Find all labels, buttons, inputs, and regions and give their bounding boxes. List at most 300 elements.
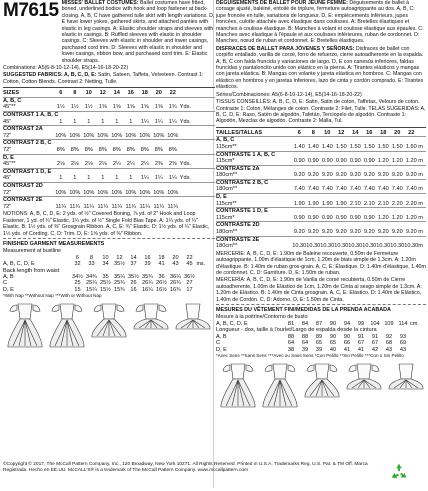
yardage-value: 2¼ (140, 161, 149, 168)
description-text: Ballet costumes have fitted, boned, underlined bodice with hook and loop fastener at back-closing. A, B, C have gathered tulle skirt with length variations. D, E have lower yokes, gathered skirts, and attached panties with elastic in leg casings. A: Elastic shoulder straps and sleeves with elastic in casings. B: Ruffled sleeves with elastic in shoulder casings. C: Sleeves with elastic in shoulder and lower casings, purchased cord trim. D: Sleeves with elastic in shoulder and lower casings, ribbon bow, and purchased cord trim. E: Elastic shoulder straps. (61, 0, 215, 64)
measurements-title-fr: MESURES DU VÊTEMENT FINI/MEDIDAS DE LA PRENDA ACABADA (216, 307, 391, 314)
yardage-value: 11¼ (69, 203, 81, 210)
yardage-value: 10.30 (376, 243, 391, 250)
yardage-unit: m (418, 143, 423, 150)
description-es-title: DISFRACES DE BALLET PARA JÓVENES Y SEÑORAS: (216, 45, 355, 52)
yardage-value: 10.30 (292, 243, 307, 250)
yardage-value: 10% (97, 189, 109, 196)
combinations: Combinations: A5(6-8-10-12-14), E5(14-16-18-20-22) (3, 65, 129, 72)
yardage-value: 11¼ (97, 203, 109, 210)
unit-cell (418, 130, 426, 137)
yardage-value: 9.20 (391, 172, 403, 179)
measure-value: 16½ (156, 286, 167, 293)
measure-value: 33 (88, 261, 95, 268)
yardage-value: 1⅝ (140, 104, 149, 111)
yardage-value: 1 (129, 175, 133, 182)
yardage-value: 7.40 (349, 186, 361, 193)
fabric-width: 45"** (3, 161, 16, 168)
fabric-width: 115cm** (216, 143, 237, 150)
size-20: 20 (155, 90, 162, 97)
size-8: 8 (311, 129, 315, 136)
fabric-label: CONTRAST 1 A, B, C (3, 112, 215, 119)
fabrics-fr: TISSUS CONSEILLÉS: A, B, C, D, E: Satin, Satin de coton, Taffetas, Velours de coton. Contraste 1: Coton, Mélanges de coton. Contraste 2: Filet, Tulle. TELAS SUGERIDAS: A, B, C, D, E: Raso, Satén de algodón, Tafetán, Terciopelo de algodón. Contraste 1: Algodón, Mezclas de algodón. Contraste 2: Malla, Tul. (216, 99, 426, 125)
yardage-value: 2⅛ (70, 161, 79, 168)
fabric-label: A, B, C (3, 97, 215, 104)
measure-value: 43 (399, 346, 407, 353)
yardage-value: 8% (56, 147, 65, 154)
measure-value: 35½ (114, 261, 125, 268)
size-10: 10 (324, 129, 331, 136)
yardage-value: 0.90 (321, 214, 333, 221)
fabric-row (216, 215, 426, 222)
yardage-value: 1 (115, 175, 119, 182)
dress-illustration (89, 301, 129, 361)
yardage-value: 1.90 (321, 200, 333, 207)
measure-value: 64 (287, 340, 295, 347)
yardage-value: 0.90 (293, 158, 305, 165)
yardage-value: 10% (139, 189, 151, 196)
measure-value: 26¼ (142, 280, 153, 287)
yardage-value: 1¼ (140, 118, 149, 125)
yardage-unit: m (418, 229, 423, 236)
yardage-value: 1¼ (154, 118, 163, 125)
fabric-row (3, 161, 215, 168)
fabric-width: 45" (3, 118, 12, 125)
yardage-value: 1.50 (377, 143, 389, 150)
yardage-value: 1.90 (293, 200, 305, 207)
measure-value: 84 (301, 320, 309, 327)
yardage-value: 1½ (56, 104, 65, 111)
size-6: 6 (59, 90, 63, 97)
yardage-unit: m (418, 243, 423, 250)
measure-value: 90 (343, 333, 351, 340)
dress-illustration (173, 301, 213, 361)
yardage-value: 1.20 (391, 214, 403, 221)
size-16: 16 (127, 90, 134, 97)
divider-line (216, 304, 426, 305)
yardage-value: 7.40 (405, 186, 417, 193)
yardage-value: 1 (73, 175, 77, 182)
measure-size-10: 10 (102, 254, 109, 261)
size-14: 14 (352, 129, 359, 136)
view-B (260, 361, 300, 426)
yardage-value: 9.20 (307, 172, 319, 179)
yardage-value: 10% (153, 189, 165, 196)
yardage-value: 1⅝ (98, 104, 107, 111)
yardage-value: 11¼ (139, 203, 151, 210)
divider-line (3, 238, 215, 239)
yardage-value: 2.20 (391, 200, 403, 207)
measure-value: 65 (315, 340, 323, 347)
description-fr-title: DÉGUISEMENTS DE BALLET POUR JEUNE FEMME: (216, 0, 348, 6)
measure-label: Longueur - dos, taille à l'ourlet/Largo de espalda desde la cintura (216, 327, 377, 334)
measure-value: 27 (186, 280, 193, 287)
size-10: 10 (85, 90, 92, 97)
yardage-unit: m (418, 186, 423, 193)
yardage-value: 1 (129, 118, 133, 125)
yardage-value: 1¼ (154, 175, 163, 182)
measure-size-22: 22 (186, 254, 193, 261)
yardage-value: 1.50 (363, 143, 375, 150)
fabric-width: 72" (3, 203, 12, 210)
yardage-value: 1 (73, 118, 77, 125)
size-20: 20 (394, 129, 401, 136)
fabric-width: 72" (3, 189, 12, 196)
yardage-value: 1 (87, 118, 91, 125)
yardage-value: 8% (140, 147, 149, 154)
description (62, 0, 215, 64)
dress-illustration (386, 361, 426, 421)
yardage-value: 1.20 (377, 214, 389, 221)
measure-value: 39 (144, 261, 151, 268)
yardage-value: 2⅛ (56, 161, 65, 168)
measure-value: 16¾ (170, 286, 181, 293)
description-fr (216, 0, 426, 45)
fabric-row (216, 229, 426, 236)
yardage-value: 1.50 (391, 143, 403, 150)
yardage-value: 0.90 (307, 158, 319, 165)
yardage-unit: Yds. (179, 175, 191, 182)
yardage-value: 9.20 (349, 172, 361, 179)
notions: NOTIONS: A, B, C, D, E: 2 yds. of ½" Covered Boning, ⅞ yd. of 2" Hook and Loop Fastener, 1 yd. of ¼" Elastic, 1¼ yds. of ½" Single Fold Bias Tape. A: 1¼ yds. of ¼" Elastic. B: 1½ yds. of ⅜" Grosgrain Ribbon. A, C, E: ¾" Elastic. D: 1½ yds. of ¼" Elastic, 1½ yds. of Cording. C, D: Trim. D, E: 1⅝ yds. of ⅜" Ribbon. (3, 211, 210, 237)
measure-value: 68 (385, 340, 393, 347)
measurements-table-fr (216, 321, 426, 353)
yardage-value: 9.20 (377, 229, 389, 236)
size-12: 12 (338, 129, 345, 136)
yardage-value: 1½ (70, 104, 79, 111)
yardage-value: 11¼ (167, 203, 179, 210)
yardage-unit (180, 147, 215, 154)
yardage-value: 10.30 (348, 243, 363, 250)
metrage-table (216, 130, 426, 250)
measure-size-14: 14 (130, 254, 137, 261)
measure-value: 16 (130, 286, 137, 293)
yardage-value: 9.20 (293, 229, 305, 236)
measurements-table (3, 255, 215, 293)
yardage-value: 10% (139, 132, 151, 139)
fabric-row (216, 186, 426, 193)
rule (216, 127, 426, 128)
yardage-value: 1.50 (349, 143, 361, 150)
yardage-value: 9.20 (405, 229, 417, 236)
yardage-value: 0.90 (349, 158, 361, 165)
measurements-subtitle-fr: Mesure à la poitrine/Contorno de busto (216, 314, 308, 321)
yardage-value: 9.20 (349, 229, 361, 236)
measure-unit: cm (409, 320, 418, 327)
fabric-label: CONTRASTE 2D (216, 222, 426, 229)
measure-value: 64 (301, 340, 309, 347)
measure-size-6: 6 (75, 254, 80, 261)
view-illustrations-fr (216, 361, 426, 421)
size-12: 12 (99, 90, 106, 97)
yardage-value: 10.30 (320, 243, 335, 250)
size-8: 8 (73, 90, 77, 97)
fabric-row (216, 201, 426, 208)
sizes-row (216, 130, 426, 137)
pattern-number: M7615 (3, 0, 59, 21)
measure-value: 32 (74, 261, 81, 268)
measure-value: 26½ (156, 280, 167, 287)
measure-value: 34½ (72, 274, 83, 281)
yardage-value: 9.20 (405, 172, 417, 179)
measure-value: 35½ (128, 274, 139, 281)
fabric-row (3, 190, 215, 197)
yardage-value: 1¼ (168, 175, 177, 182)
view-E (386, 361, 426, 426)
yardage-value: 8% (84, 147, 93, 154)
recycle-icon (388, 461, 410, 483)
measure-value: 34¾ (86, 274, 97, 281)
fabric-label-row (3, 183, 215, 190)
yardage-value: 1.50 (335, 143, 347, 150)
fabric-row (3, 119, 215, 126)
dress-illustration (47, 301, 87, 361)
measure-label: A, B, C, D, E (216, 320, 248, 327)
yardage-value: 7.40 (293, 186, 305, 193)
yardage-value: 10.30 (334, 243, 349, 250)
measure-value: 35¼ (114, 274, 125, 281)
measure-value: 92 (385, 333, 393, 340)
yardage-value: 1 (87, 175, 91, 182)
suggested-fabrics (3, 72, 215, 85)
yardage-value: 11¼ (125, 203, 137, 210)
fabric-label-row (3, 154, 215, 161)
yardage-value: 10.30 (306, 243, 321, 250)
fabric-width: 180cm** (216, 186, 238, 193)
measure-value: 41 (343, 346, 351, 353)
fabric-row (216, 243, 426, 250)
measure-value: 43 (172, 261, 179, 268)
yardage-value: 1.90 (307, 200, 319, 207)
measure-value: 41 (158, 261, 165, 268)
view-illustrations (3, 301, 215, 361)
measure-value: 25½ (100, 280, 111, 287)
measure-size-12: 12 (116, 254, 123, 261)
measure-value: 67 (357, 340, 365, 347)
fabric-label-row (216, 222, 426, 229)
fabric-label: CONTRAST 2E (3, 197, 215, 204)
yardage-value: 0.90 (335, 158, 347, 165)
view-D (344, 361, 384, 426)
view-E (173, 301, 213, 366)
fabric-row (216, 172, 426, 179)
dress-illustration (260, 361, 300, 421)
fabric-label-row (3, 168, 215, 175)
measure-label: A, B, C, D, E (3, 261, 35, 268)
fabric-label: CONTRASTE 1 A, B, C (216, 151, 426, 158)
yardage-value: 10% (167, 189, 179, 196)
yardage-value: 9.20 (293, 172, 305, 179)
measure-value: 15¼ (86, 286, 97, 293)
measure-value: 36¼ (170, 274, 181, 281)
measure-value: 35¾ (142, 274, 153, 281)
fabric-row (216, 158, 426, 165)
yardage-value: 1.20 (391, 158, 403, 165)
description-title: MISSES' BALLET COSTUMES: (61, 0, 139, 6)
measure-value: 15 (74, 286, 81, 293)
yardage-value: 10% (69, 132, 81, 139)
english-column (3, 0, 215, 361)
yardage-value: 1.90 (335, 200, 347, 207)
yardage-value: 1.40 (307, 143, 319, 150)
description-fr-text: Déguisements de ballet à corsage ajusté, baleiné, entoilé de triplure, fermeture autoagrippante au dos. A, B, C: jupe froncée en tulle, variations de longueur. D, E: empiècements inférieurs, jupes froncées, culotte attachée avec élastique dans coulisses. A: Bretelles élastiques et manches à coulisse élastique. B: Manches à volant et coulisse élastique aux épaules. C: Manches avec élastique à l'épaule et aux coulisses inférieures, ruban de cordonnet. D: Manches, nœud de ruban et cordonnet. E: Bretelles élastiques. (216, 0, 424, 45)
measure-value: 65 (329, 340, 337, 347)
fabric-label-row (216, 194, 426, 201)
fabric-width: 45" (3, 175, 12, 182)
yardage-value: 7.40 (377, 186, 389, 193)
measure-value: 42 (371, 346, 379, 353)
yardage-value: 9.20 (377, 172, 389, 179)
yardage-value: 0.90 (335, 214, 347, 221)
measure-label: A, B (216, 333, 227, 340)
measure-label: A, B (3, 274, 14, 281)
yardage-value: 8% (154, 147, 163, 154)
fabrics-text: Satin, Sateen, Taffeta, Velveteen. Contrast 1: Cotton, Cotton Blends. Contrast 2: Netting, Tulle. (3, 72, 204, 85)
measure-value: 41 (357, 346, 365, 353)
yardage-value: 0.90 (349, 214, 361, 221)
nap-note-fr: *Avec Sens **Sans Sens ***Avec ou Sans Sens *Con Pelillo **Sin Pelillo ***Con o Sin Pelillo (216, 352, 404, 358)
measure-value: 90 (329, 320, 337, 327)
unit-cell (180, 90, 215, 97)
measure-size-16: 16 (144, 254, 151, 261)
yardage-value: 1.20 (377, 158, 389, 165)
yardage-value: 1 (101, 118, 105, 125)
measure-value: 34 (102, 261, 109, 268)
yardage-value: 2.20 (405, 200, 417, 207)
dress-illustration (131, 301, 171, 361)
yardage-value: 2.10 (349, 200, 361, 207)
yardage-value: 9.20 (307, 229, 319, 236)
measure-value: 88 (287, 333, 295, 340)
yardage-value: 0.90 (307, 214, 319, 221)
yardage-value: 7.40 (363, 186, 375, 193)
yardage-value: 1¼ (140, 175, 149, 182)
measure-value: 45 (186, 261, 193, 268)
yardage-value: 8% (112, 147, 121, 154)
yardage-value: 2⅛ (84, 161, 93, 168)
yardage-value: 9.20 (363, 229, 375, 236)
fabric-width: 180cm** (216, 229, 238, 236)
yardage-unit (180, 204, 215, 211)
size-18: 18 (141, 90, 148, 97)
copyright-footer: ©Copyright © 2017, The McCall Pattern Company, Inc., 120 Broadway, New York 10271. All Rights Reserved. Printed in U.S.A. Trademarks Reg. U.S. Pat. & TM Off. Marca Registrada. Hecho en EE.UU. McCALL'S® is a trademark of The McCall Pattern Company. www.mccallpattern.com (3, 462, 368, 473)
fabric-width: 115cm** (216, 200, 237, 207)
measure-value: 25¾ (114, 280, 125, 287)
yardage-unit: Yds. (179, 161, 191, 168)
fabric-label-row (216, 151, 426, 158)
yardage-value: 1½ (84, 104, 93, 111)
yardage-value: 2¼ (126, 161, 135, 168)
measure-label: D, E (3, 286, 14, 293)
fabric-label-row (3, 126, 215, 133)
yardage-value: 1⅝ (154, 104, 163, 111)
yardage-value: 7.40 (391, 186, 403, 193)
yardage-value: 10.30 (362, 243, 377, 250)
measure-value: 88 (301, 333, 309, 340)
yardage-value: 2⅜ (154, 161, 163, 168)
measure-value: 40 (329, 346, 337, 353)
fabric-width: 180cm** (216, 172, 238, 179)
fabric-label-row (3, 197, 215, 204)
yardage-value: 10% (153, 132, 165, 139)
merceria: MERCERÍA: A, B, C, D, E: 1.90m de Varilla de corsé recubierta, 0.50m de Cierre autoadherente, 1.00m de Elástico de 1cm, 1.20m de Cinta al sesgo simple de 1.3cm. A: 1.20m de Elástico. B: 1.40m de Cinta grosgrain. A, C, E: Elástico. D: 1.40m de Elástico, 1.40m de Cordón. C, D: Adorno. D, E: 1.50m de Cinta. (216, 277, 422, 303)
yardage-value: 2¼ (112, 161, 121, 168)
fabric-row (3, 104, 215, 111)
yardage-value: 1⅝ (112, 104, 121, 111)
size-18: 18 (380, 129, 387, 136)
fabrics-title: SUGGESTED FABRICS: A, B, C, D, E: (3, 72, 97, 79)
yardage-value: 11¼ (153, 203, 165, 210)
view-D (131, 301, 171, 366)
fabric-label: CONTRAST 2A (3, 126, 215, 133)
measure-size-8: 8 (89, 254, 94, 261)
yardage-value: 10.30 (404, 243, 419, 250)
yardage-value: 10% (83, 189, 95, 196)
yardage-value: 1 (115, 118, 119, 125)
fabric-label-row (216, 165, 426, 172)
dress-illustration (5, 301, 45, 361)
measure-value: 39 (315, 346, 323, 353)
sizes-label: SIZES (3, 90, 20, 97)
sizes-label: TAILLES/TALLAS (216, 129, 263, 136)
yardage-value: 2⅛ (98, 161, 107, 168)
size-22: 22 (169, 90, 176, 97)
yardage-value: 1 (101, 175, 105, 182)
measure-value: 109 (384, 320, 394, 327)
fabric-label-row (3, 140, 215, 147)
dress-illustration (218, 361, 258, 421)
fabric-label: D, E (216, 194, 426, 201)
yardage-value: 9.20 (363, 172, 375, 179)
rule (3, 87, 215, 88)
measure-value: 114 (398, 320, 408, 327)
header (3, 0, 215, 64)
fabric-label: A, B, C (216, 137, 426, 144)
yardage-value: 1¾ (168, 104, 177, 111)
measure-value: 35 (102, 274, 109, 281)
fabric-width: 180cm** (216, 243, 238, 250)
measure-value: 25¼ (86, 280, 97, 287)
measure-value: 99 (357, 320, 365, 327)
yardage-unit: Yds. (179, 118, 191, 125)
yardage-value: 10% (69, 189, 81, 196)
yardage-value: 10% (167, 132, 179, 139)
measure-value: 37 (130, 261, 137, 268)
fabric-width: 115cm* (216, 158, 235, 165)
fabric-label: CONTRAST 2 B, C (3, 140, 215, 147)
yardage-unit: m (418, 172, 423, 179)
yardage-value: 2.10 (377, 200, 389, 207)
measure-unit: ins. (196, 261, 206, 268)
fabric-row (3, 147, 215, 154)
yardage-value: 8% (98, 147, 107, 154)
yardage-value: 10% (125, 189, 137, 196)
yardage-value: 11¼ (111, 203, 123, 210)
fabric-label-row (216, 236, 426, 243)
yardage-value: 7.40 (321, 186, 333, 193)
view-C (89, 301, 129, 366)
yardage-unit (180, 190, 215, 197)
measurements-subtitle: Measurement at bustline (3, 248, 62, 255)
measure-value: 91 (371, 333, 379, 340)
yardage-unit: Yds. (179, 104, 191, 111)
yardage-value: 9.20 (321, 229, 333, 236)
fabric-width: 72" (3, 132, 12, 139)
fabric-label-row (216, 208, 426, 215)
yardage-value: 10% (55, 132, 67, 139)
dress-illustration (344, 361, 384, 421)
yardage-value: 2⅜ (168, 161, 177, 168)
